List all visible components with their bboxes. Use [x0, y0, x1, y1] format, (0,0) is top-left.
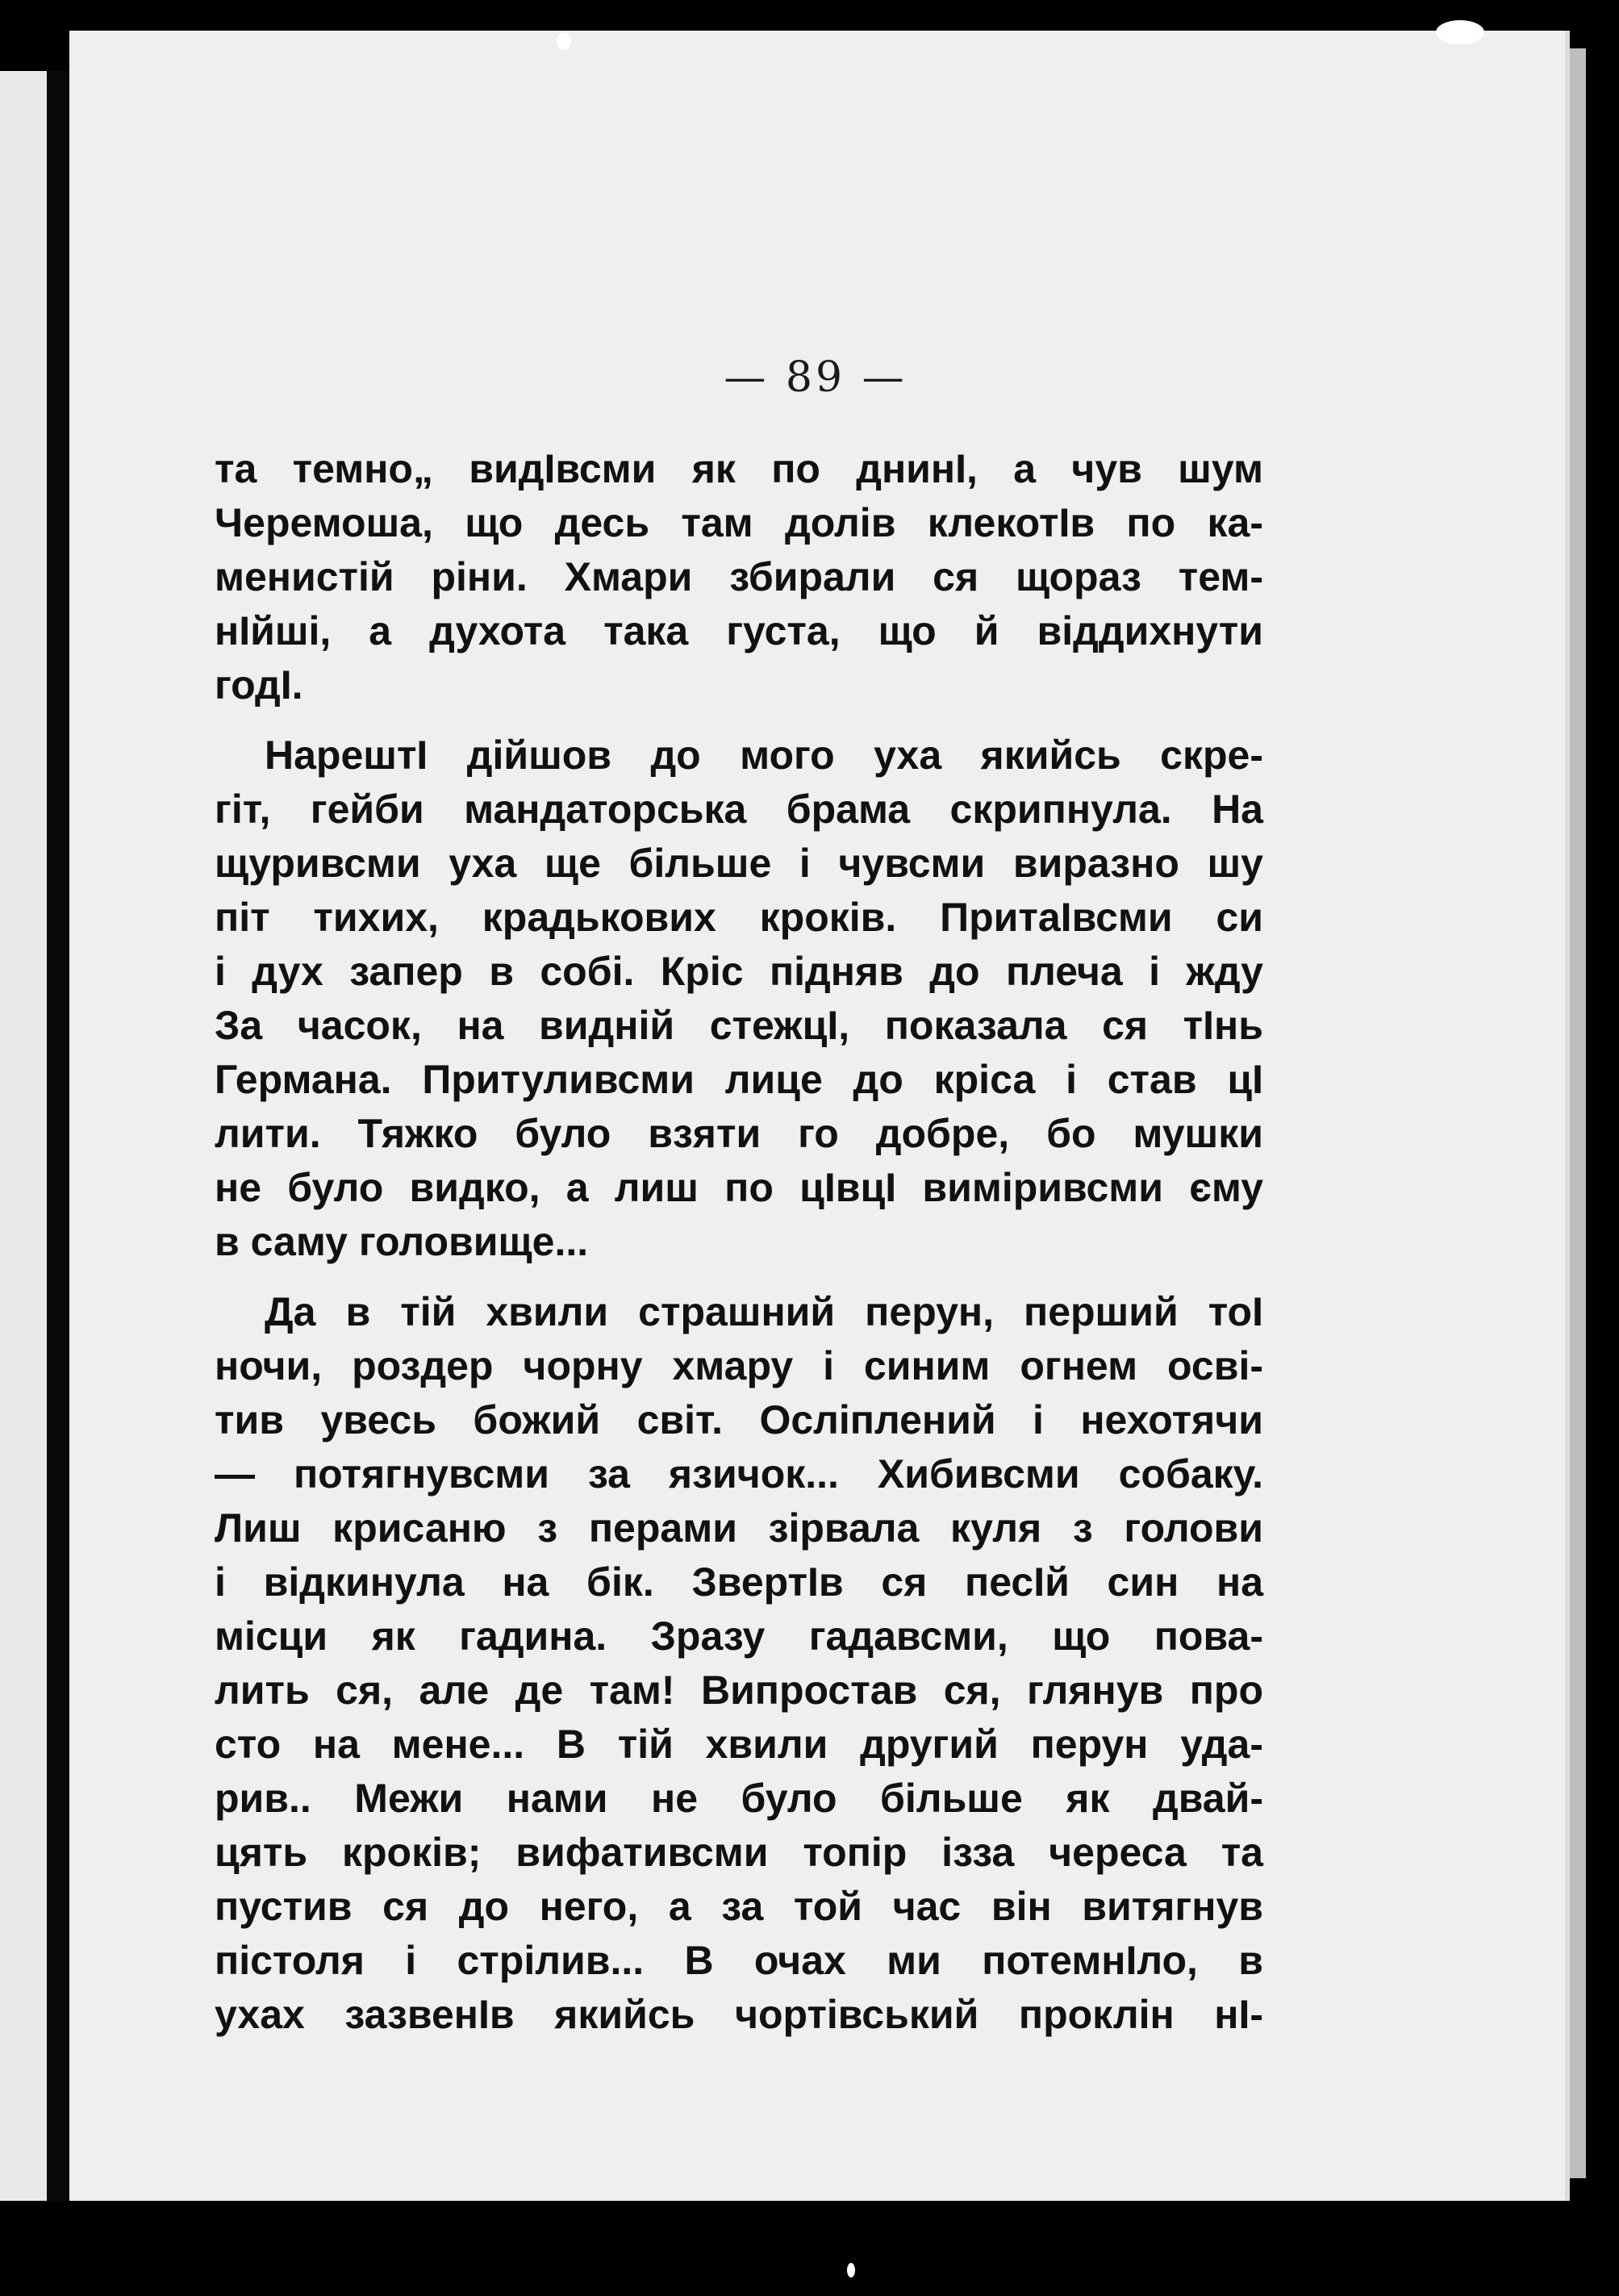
page-number: — 89 — [724, 353, 908, 402]
text-line: — потягнувсми за язичок... Хибивсми собаку. [215, 1451, 1263, 1497]
scan-speck [847, 2263, 855, 2277]
book-spine [47, 71, 69, 2201]
text-line: Германа. Притуливсми лице до кріса і став цІ [215, 1057, 1263, 1102]
text-line: цять кроків; вифативсми топір ізза череса та [215, 1830, 1263, 1875]
text-line: щуривсми уха ще більше і чувсми виразно шу [215, 841, 1263, 886]
paragraph-2 [215, 728, 1263, 1269]
facing-page-edge [0, 71, 47, 2201]
body-text [215, 442, 1263, 2042]
text-line: Да в тій хвили страшний перун, перший тоІ [265, 1289, 1263, 1334]
page-stack-edge [1570, 48, 1586, 2178]
paragraph-3 [215, 1285, 1263, 2042]
text-line: тив увесь божий світ. Осліплений і нехотячи [215, 1397, 1263, 1442]
book-page [69, 31, 1570, 2201]
text-line: і відкинула на бік. ЗвертІв ся песІй син на [215, 1559, 1263, 1605]
text-line: пустив ся до него, а за той час він витягнув [215, 1884, 1263, 1929]
text-line: ухах зазвенІв якийсь чортівський проклін нІ- [215, 1992, 1263, 2037]
text-line: ночи, роздер чорну хмару і синим огнем осві- [215, 1343, 1263, 1388]
text-line: піт тихих, крадькових кроків. ПритаІвсми си [215, 895, 1263, 940]
paragraph-1 [215, 442, 1263, 712]
scan-speck [1436, 20, 1484, 44]
text-line: та темно„ видІвсми як по днинІ, а чув шум [215, 446, 1263, 491]
text-line: Черемоша, що десь там долів клекотІв по ка- [215, 500, 1263, 545]
text-line: в саму головище... [215, 1219, 589, 1264]
text-line: не було видко, а лиш по цІвцІ виміривсми єму [215, 1165, 1263, 1210]
text-line: менистій ріни. Хмари збирали ся щораз тем- [215, 554, 1263, 599]
text-line: За часок, на видній стежцІ, показала ся тІнь [215, 1003, 1263, 1048]
text-line: лити. Тяжко було взяти го добре, бо мушки [215, 1111, 1263, 1156]
text-line: пістоля і стрілив... В очах ми потемнІло, в [215, 1938, 1263, 1983]
text-line: лить ся, але де там! Випростав ся, глянув про [215, 1668, 1263, 1713]
text-line: НарештІ дійшов до мого уха якийсь скре- [265, 733, 1263, 778]
text-line: гіт, гейби мандаторська брама скрипнула. На [215, 787, 1263, 832]
text-line: Лиш крисаню з перами зірвала куля з голови [215, 1505, 1263, 1551]
text-line: сто на мене... В тій хвили другий перун уда- [215, 1722, 1263, 1767]
text-line: рив.. Межи нами не було більше як двай- [215, 1776, 1263, 1821]
text-line: годІ. [215, 662, 303, 708]
text-line: і дух запер в собі. Кріс підняв до плеча і жду [215, 949, 1263, 994]
text-line: нІйші, а духота така густа, що й віддихнути [215, 608, 1263, 653]
scan-speck [557, 32, 571, 50]
text-line: місци як гадина. Зразу гадавсми, що пова- [215, 1613, 1263, 1659]
